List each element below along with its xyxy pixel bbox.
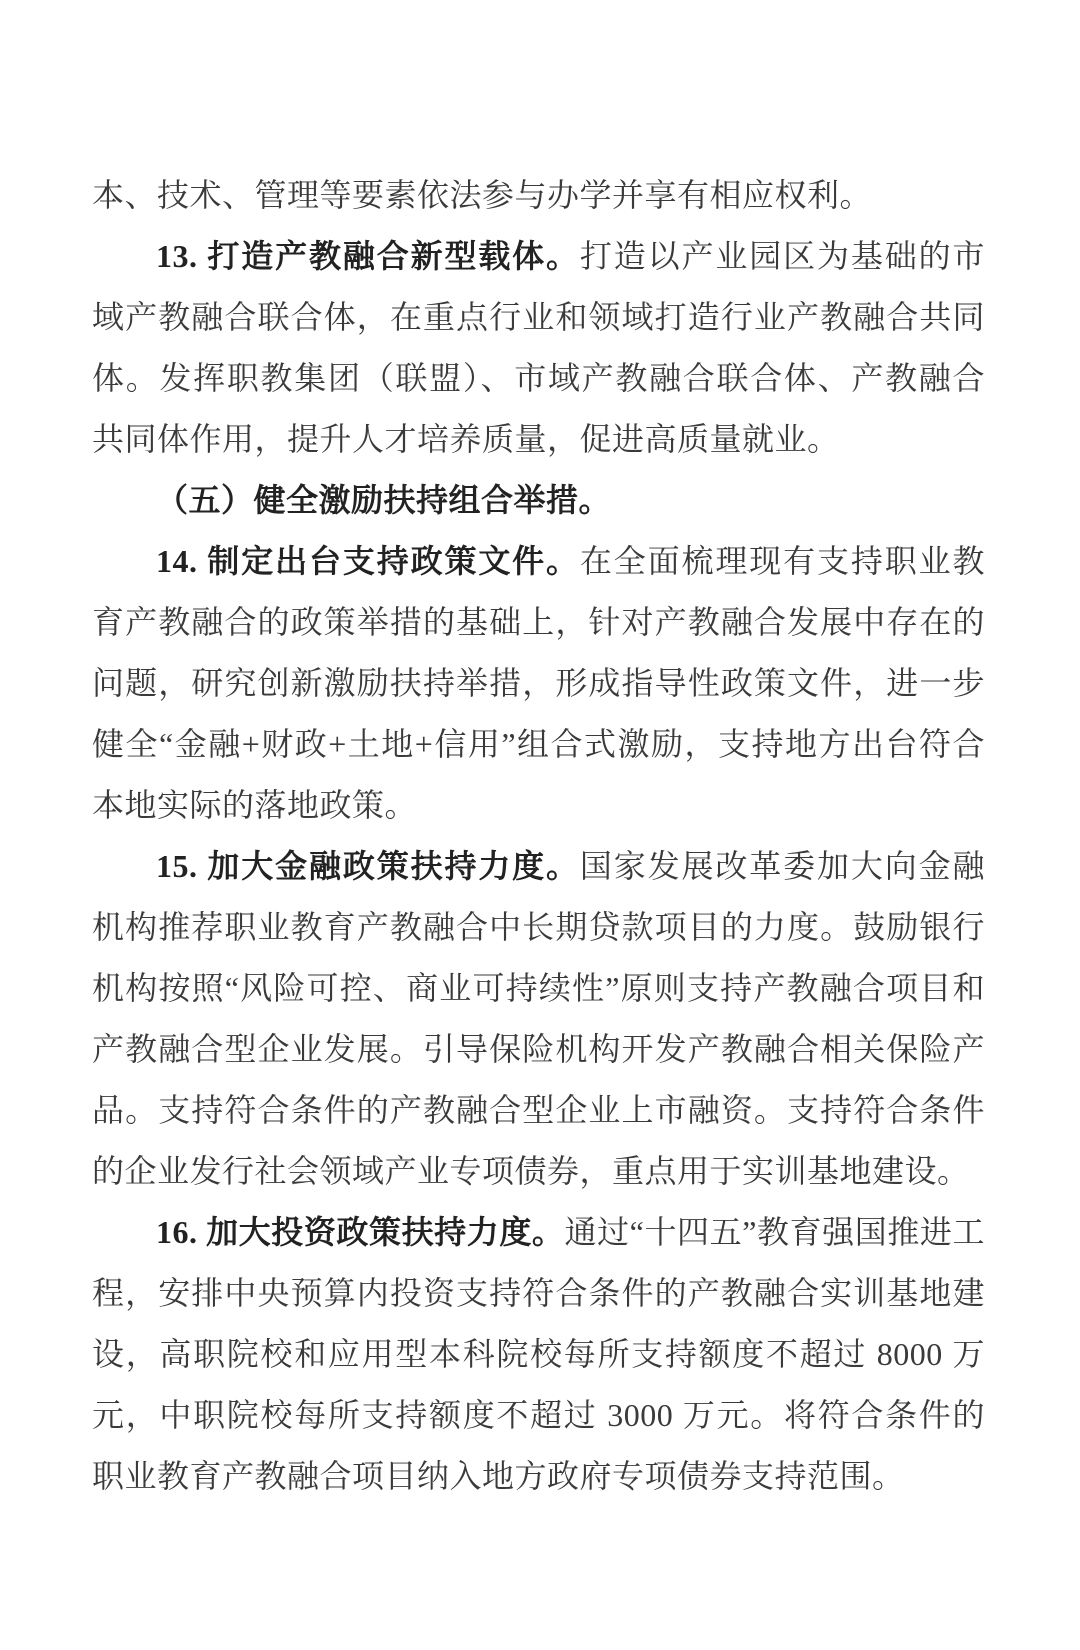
paragraph [92,470,985,531]
paragraph [92,1202,985,1507]
paragraph [92,531,985,836]
body-text: 本、技术、管理等要素依法参与办学并享有相应权利。 [92,177,873,213]
item-heading: （五）健全激励扶持组合举措。 [156,482,612,518]
body-text: 打造以产业园区为基础的市域产教融合联合体，在重点行业和领域打造行业产教融合共同体。发挥职教集团（联盟）、市域产教融合联合体、产教融合共同体作用，提升人才培养质量，促进高质量就业。 [92,238,985,457]
item-heading: 15. 加大金融政策扶持力度。 [156,848,580,884]
paragraph [92,836,985,1202]
body-text: 在全面梳理现有支持职业教育产教融合的政策举措的基础上，针对产教融合发展中存在的问题，研究创新激励扶持举措，形成指导性政策文件，进一步健全“金融+财政+土地+信用”组合式激励，支持地方出台符合本地实际的落地政策。 [92,543,985,823]
item-heading: 13. 打造产教融合新型载体。 [156,238,580,274]
body-text: 通过“十四五”教育强国推进工程，安排中央预算内投资支持符合条件的产教融合实训基地建设，高职院校和应用型本科院校每所支持额度不超过 8000 万元，中职院校每所支持额度不超过 3000 万元。将符合条件的职业教育产教融合项目纳入地方政府专项债券支持范围。 [92,1214,985,1494]
document-body [92,165,985,1507]
paragraph [92,226,985,470]
item-heading: 16. 加大投资政策扶持力度。 [156,1214,565,1250]
item-heading: 14. 制定出台支持政策文件。 [156,543,580,579]
body-text: 国家发展改革委加大向金融机构推荐职业教育产教融合中长期贷款项目的力度。鼓励银行机构按照“风险可控、商业可持续性”原则支持产教融合项目和产教融合型企业发展。引导保险机构开发产教融合相关保险产品。支持符合条件的产教融合型企业上市融资。支持符合条件的企业发行社会领域产业专项债券，重点用于实训基地建设。 [92,848,985,1189]
paragraph [92,165,985,226]
